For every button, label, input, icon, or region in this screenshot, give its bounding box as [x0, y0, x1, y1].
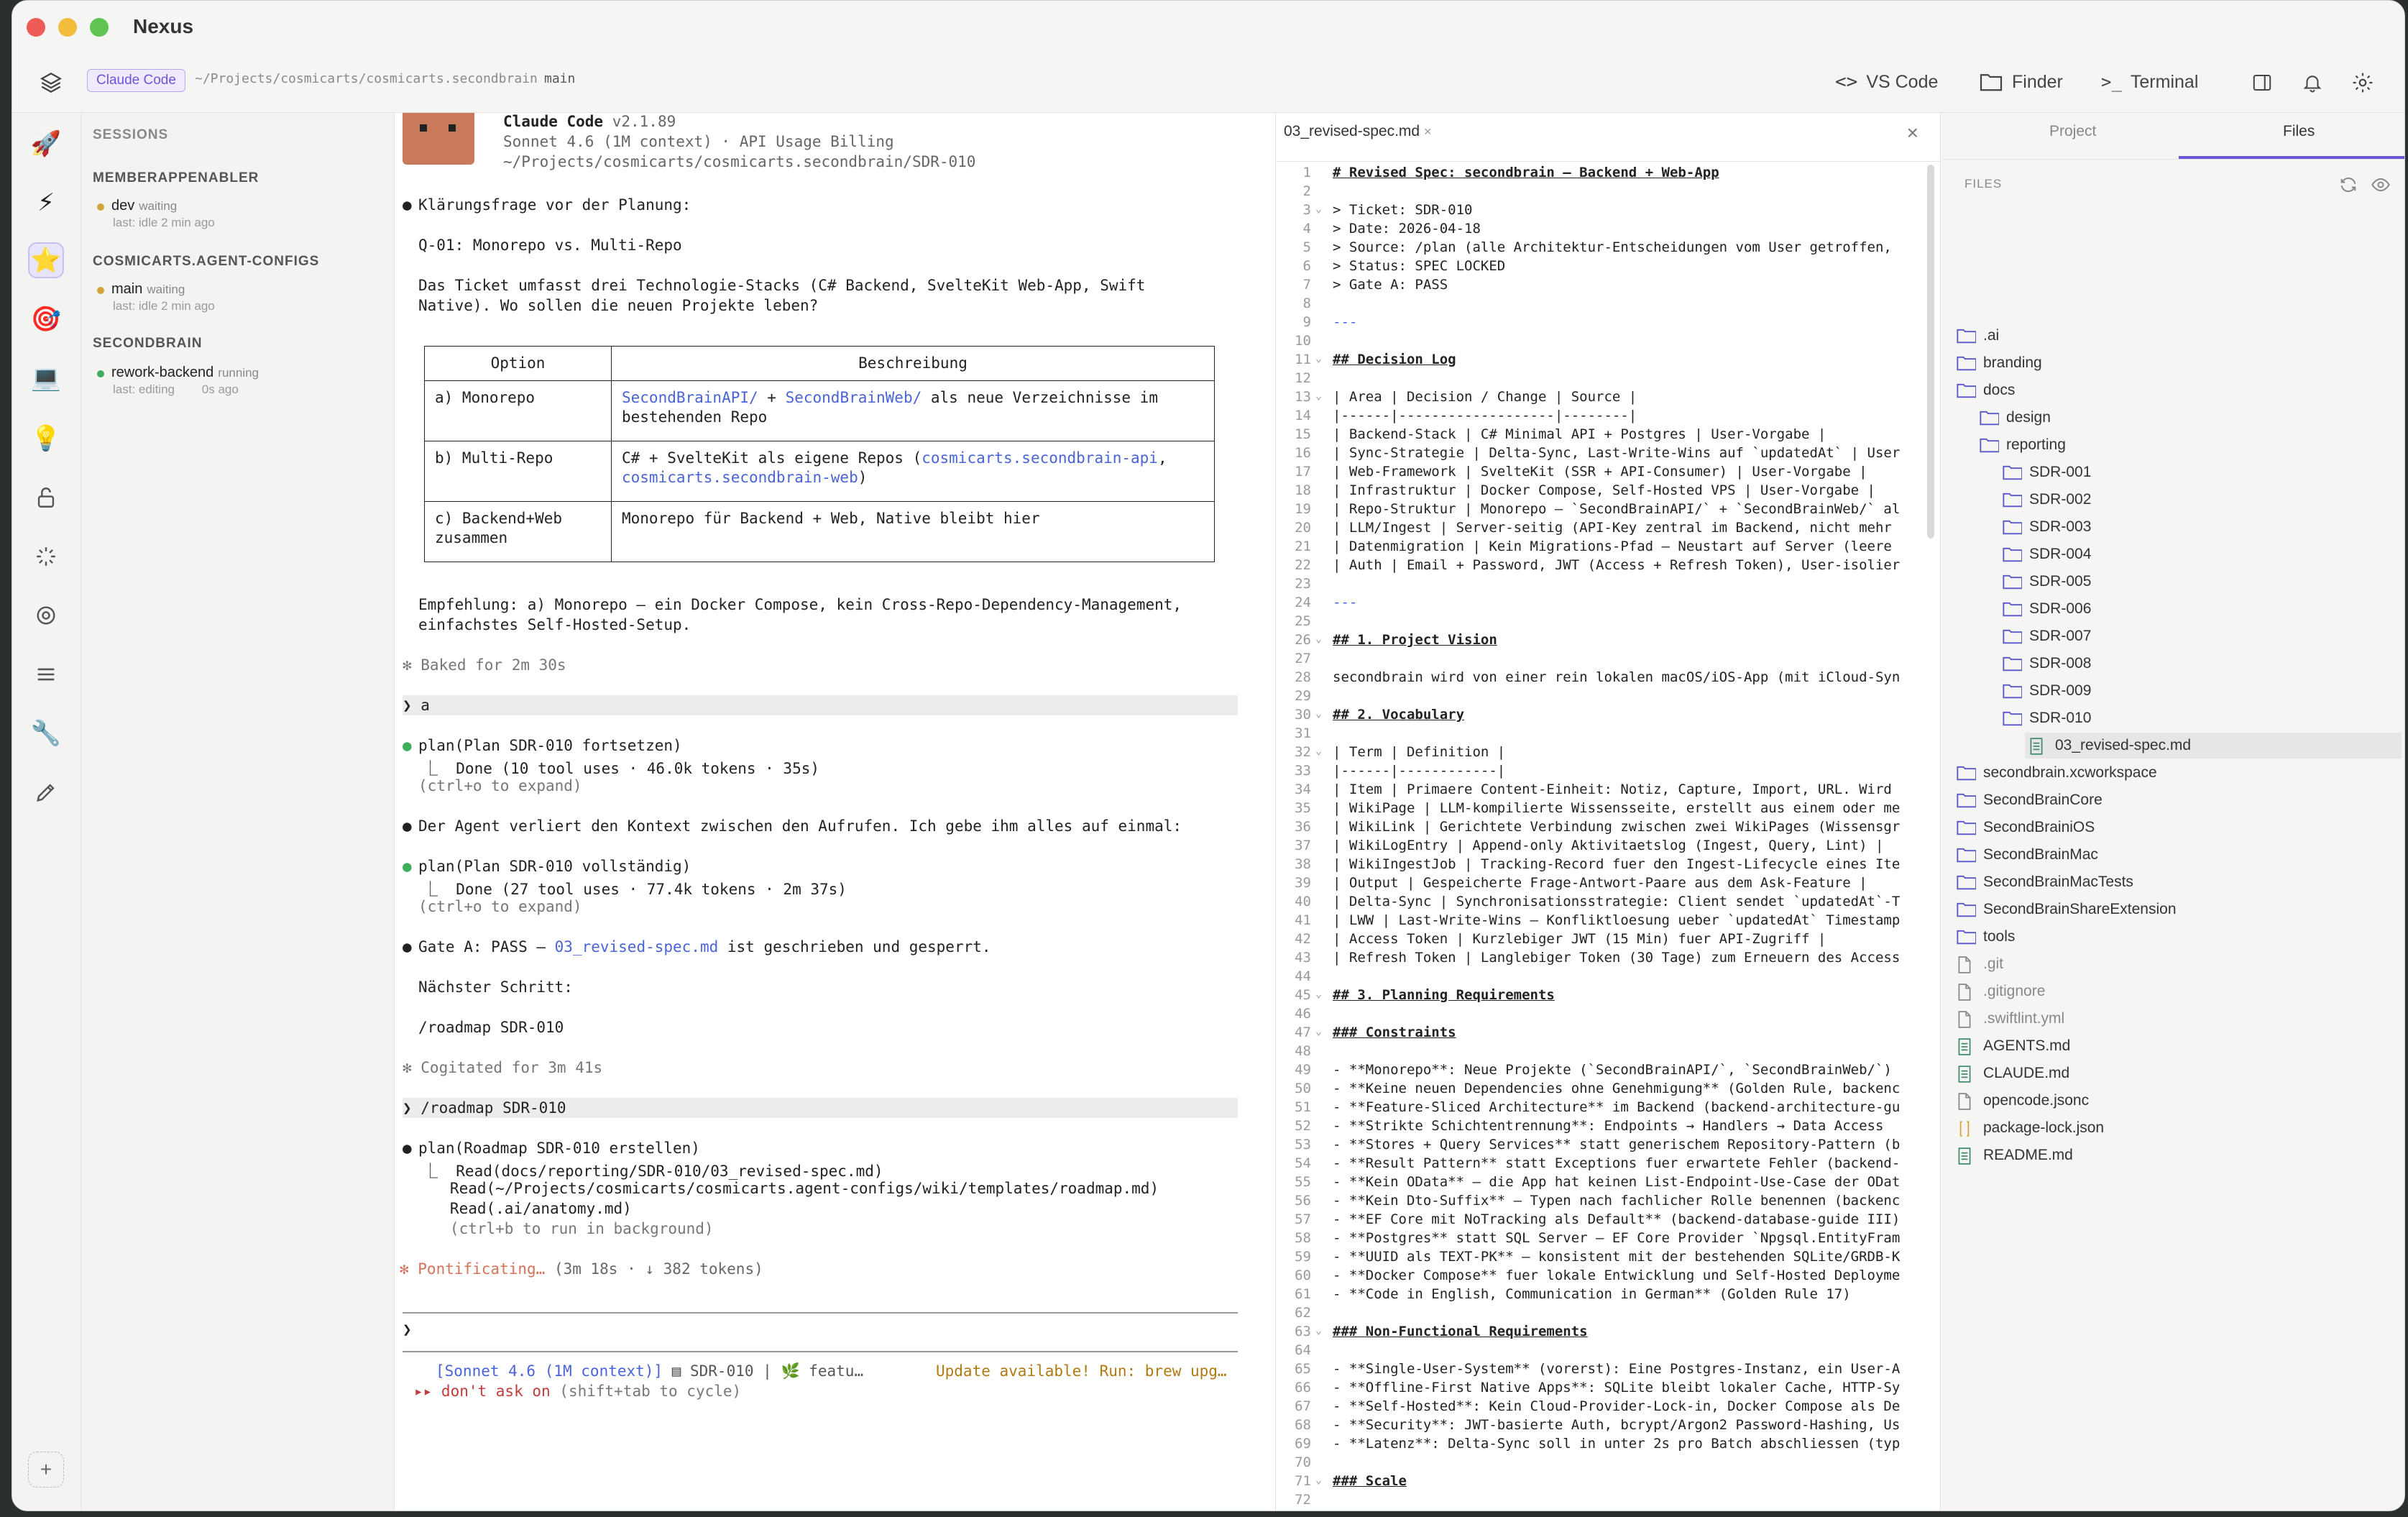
session-item[interactable]: dev waiting last: idle 2 min ago — [97, 198, 215, 230]
folder-icon — [1956, 792, 1976, 809]
editor-line: 25 — [1295, 613, 1311, 629]
lightbulb-icon[interactable]: 💡 — [30, 425, 62, 452]
editor-line: 72 — [1295, 1492, 1311, 1508]
title-bar — [12, 1, 2404, 55]
editor-line: 35 | WikiPage | LLM-kompilierte Wissensseite, erstellt aus einem oder me — [1295, 800, 1901, 816]
editor-line: 8 — [1302, 295, 1311, 311]
folder-icon — [2002, 518, 2022, 536]
editor-line: 59 - **UUID als TEXT-PK** — konsistent mit der bestehenden SQLite/GRDB-K — [1295, 1249, 1901, 1265]
editor-line: 1 # Revised Spec: secondbrain — Backend + Web-App — [1302, 165, 1719, 180]
folder-icon — [1956, 382, 1976, 399]
open-vscode-button[interactable]: <> VS Code — [1835, 68, 1938, 96]
folder-icon — [1956, 846, 1976, 863]
fold-chevron-icon[interactable]: ⌄ — [1315, 1324, 1323, 1337]
editor-line: 47 ⌄ ### Constraints — [1295, 1025, 1456, 1040]
editor-line: 12 — [1295, 370, 1311, 386]
editor-line: 69 - **Latenz**: Delta-Sync soll in unter 2s pro Batch abschliessen (typ — [1295, 1436, 1901, 1452]
session-item[interactable]: main waiting last: idle 2 min ago — [97, 281, 215, 313]
file-item[interactable]: .swiftlint.yml — [1956, 1006, 2064, 1032]
editor-line: 60 - **Docker Compose** fuer lokale Entwicklung und Self-Hosted Deployme — [1295, 1268, 1901, 1283]
status-line: [Sonnet 4.6 (1M context)] ▤ SDR-010 | 🌿 featu… — [436, 1362, 864, 1380]
editor-line: 46 — [1295, 1006, 1311, 1022]
fold-chevron-icon[interactable]: ⌄ — [1315, 389, 1323, 402]
editor-line: 4 > Date: 2026-04-18 — [1302, 221, 1481, 237]
editor-line: 40 | Delta-Sync | Synchronisationsstrategie: Client sendet `updatedAt`-T — [1295, 894, 1901, 909]
app-rail — [12, 113, 81, 1511]
markdown-file-icon — [2028, 737, 2048, 754]
folder-icon — [2002, 573, 2022, 590]
editor-line: 58 - **Postgres** statt SQL Server — EF Core Provider `Npgsql.EntityFram — [1295, 1230, 1901, 1246]
folder-icon — [1956, 354, 1976, 372]
git-branch: main — [544, 71, 576, 86]
editor-line: 56 - **Kein Dto-Suffix** — Typen nach fachlicher Rolle benennen (backenc — [1295, 1193, 1901, 1209]
file-item[interactable]: CLAUDE.md — [1956, 1060, 2069, 1086]
folder-icon — [2002, 655, 2022, 672]
folder-item[interactable]: SecondBrainCore — [1956, 787, 2103, 813]
editor-line: 14 |------|-------------------|--------| — [1295, 408, 1637, 423]
folder-item[interactable]: SDR-010 — [2002, 705, 2091, 731]
open-terminal-button[interactable]: >_ Terminal — [2101, 68, 2198, 96]
rocket-icon[interactable]: 🚀 — [30, 130, 62, 157]
folder-icon — [1956, 874, 1976, 891]
laptop-icon[interactable]: 💻 — [30, 365, 62, 392]
add-session-button[interactable]: + — [28, 1452, 64, 1488]
editor-line: 33 |------|------------| — [1295, 763, 1506, 779]
editor-line: 37 | WikiLogEntry | Append-only Aktivitaetslog (Ingest, Query, Lint) | — [1295, 838, 1884, 853]
editor-line: 7 > Gate A: PASS — [1302, 277, 1448, 293]
editor-line: 22 | Auth | Email + Password, JWT (Access + Refresh Token), User-isolier — [1295, 557, 1901, 573]
folder-item[interactable]: SDR-005 — [2002, 569, 2091, 595]
editor-line: 65 - **Single-User-System** (vorerst): Eine Postgres-Instanz, ein User-A — [1295, 1361, 1901, 1377]
gear-icon[interactable] — [2348, 68, 2377, 97]
file-item[interactable]: .gitignore — [1956, 979, 2045, 1004]
folder-icon — [2002, 546, 2022, 563]
editor-line: 71 ⌄ ### Scale — [1295, 1473, 1407, 1489]
zoom-window-button[interactable] — [90, 18, 109, 37]
editor-line: 67 - **Self-Hosted**: Kein Cloud-Provider-Lock-in, Docker Compose als De — [1295, 1398, 1901, 1414]
spec-link[interactable]: 03_revised-spec.md — [554, 938, 719, 955]
spinner-icon[interactable] — [28, 538, 64, 574]
markdown-file-icon — [1956, 1065, 1976, 1082]
files-header: FILES — [1964, 177, 2003, 191]
target-icon[interactable]: 🎯 — [30, 306, 62, 333]
fold-chevron-icon[interactable]: ⌄ — [1315, 202, 1323, 215]
folder-icon — [2002, 628, 2022, 645]
editor-line: 44 — [1295, 968, 1311, 984]
editor-line: 19 | Repo-Struktur | Monorepo — `SecondBrainAPI/` + `SecondBrainWeb/` al — [1295, 501, 1901, 517]
json-file-icon — [1956, 1119, 1976, 1137]
folder-item[interactable]: SDR-009 — [2002, 678, 2091, 704]
layers-icon[interactable] — [37, 68, 65, 97]
files-panel — [1941, 113, 2405, 1511]
editor-line: 51 - **Feature-Sliced Architecture** im Backend (backend-architecture-gu — [1295, 1099, 1901, 1115]
group-memberappenabler: MEMBERAPPENABLER — [93, 170, 259, 185]
folder-icon — [2002, 710, 2022, 727]
editor-pane — [1277, 113, 1941, 1511]
editor-line: 6 > Status: SPEC LOCKED — [1302, 258, 1506, 274]
folder-item[interactable]: SDR-003 — [2002, 514, 2091, 540]
app-title: Nexus — [133, 15, 194, 37]
lock-icon[interactable] — [28, 480, 64, 515]
menu-icon[interactable] — [28, 656, 64, 692]
split-view-icon[interactable] — [2248, 68, 2276, 97]
folder-icon — [2002, 600, 2022, 618]
editor-line: 24 --- — [1295, 595, 1358, 610]
file-icon — [1956, 955, 1976, 973]
folder-item[interactable]: SDR-002 — [2002, 487, 2091, 513]
folder-item[interactable]: SecondBrainShareExtension — [1956, 897, 2177, 922]
bell-icon[interactable] — [2298, 68, 2327, 97]
terminal-pane[interactable]: Claude Code v2.1.89 Sonnet 4.6 (1M context) · API Usage Billing ~/Projects/cosmicarts/cosmicarts.secondbrain/SDR-010 ● Klärungsfrage vor der Planung: Q-01: Monorepo vs. Multi-Repo Das Ticket umfasst drei Technologie-Stacks (C# Backend, SvelteKit Web-App, Swift Native). Wo sollen die neuen Projekte leben? Option Beschreibung a) Monorepo SecondBrainAPI/ + SecondBrainWeb/ als neue Verzeichnisse im bestehenden Repo b) Multi-Repo C# + SvelteKit als eigene Repos (cosmicarts.secondbrain-api, cosmicarts.secondbrain-web) c) Backend+Web zusammen Monorepo für Backend + Web, Native bleibt hier Empfehlung: a) Monorepo — ein Docker Compose, kein Cross-Repo-Dependency-Management, einfachstes Self-Hosted-Setup. ✻ Baked for 2m 30s ❯ a ● plan(Plan SDR-010 fortsetzen) ⎿ Done (10 tool uses · 46.0k tokens · 35s) (ctrl+o to expand) ● Der Agent verliert den Kontext zwischen den Aufrufen. Ich gebe ihm alles auf einmal: ● plan(Plan SDR-010 vollständig) ⎿ Done (27 tool uses · 77.4k tokens · 2m 37s) (ctrl+o to expand) ● Gate A: PASS — 03_revised-spec.md ist geschrieben und gesperrt. Nächster Schritt: /roadmap SDR-010 ✻ Cogitated for 3m 41s ❯ /roadmap SDR-010 ● plan(Roadmap SDR-010 erstellen) ⎿ Read(docs/reporting/SDR-010/03_revised-spec.md) Read(~/Projects/cosmicarts/cosmicarts.agent-configs/wiki/templates/roadmap.md) Read(.ai/anatomy.md) (ctrl+b to run in background) ✻ Pontificating… (3m 18s · ↓ 382 tokens) ❯ [Sonnet 4.6 (1M context)] ▤ SDR-010 | 🌿 featu… Update available! Run: brew upg… ▸▸ don't ask on (shift+tab to cycle) — [395, 113, 1276, 1511]
lightning-icon[interactable]: ⚡ — [37, 189, 55, 216]
editor-line: 32 ⌄ | Term | Definition | — [1295, 744, 1506, 760]
file-icon — [1956, 1010, 1976, 1027]
editor-line: 15 | Backend-Stack | C# Minimal API + Postgres | User-Vorgabe | — [1295, 426, 1826, 442]
project-path: ~/Projects/cosmicarts/cosmicarts.secondbrain — [195, 71, 538, 86]
editor-line: 13 ⌄ | Area | Decision / Change | Source | — [1295, 389, 1637, 405]
markdown-file-icon — [1956, 1147, 1976, 1164]
folder-item[interactable]: SecondBrainiOS — [1956, 815, 2095, 840]
editor-scrollbar[interactable] — [1927, 165, 1934, 538]
folder-item[interactable]: .ai — [1956, 323, 1999, 349]
folder-item[interactable]: secondbrain.xcworkspace — [1956, 760, 2157, 786]
editor-line: 57 - **EF Core mit NoTracking als Default** (backend-database-guide III) — [1295, 1211, 1901, 1227]
editor-line: 45 ⌄ ## 3. Planning Requirements — [1295, 987, 1555, 1003]
agent-tag: Claude Code — [87, 69, 185, 92]
editor-line: 38 | WikiIngestJob | Tracking-Record fuer den Ingest-Lifecycle eines Ite — [1295, 856, 1901, 872]
editor-line: 50 - **Keine neuen Dependencies ohne Genehmigung** (Golden Rule, backenc — [1295, 1081, 1901, 1096]
eye-icon[interactable] — [2370, 175, 2391, 198]
folder-item[interactable]: SDR-006 — [2002, 596, 2091, 622]
folder-icon — [1979, 436, 1999, 454]
folder-item[interactable]: SecondBrainMac — [1956, 842, 2098, 868]
folder-icon — [1956, 901, 1976, 918]
editor-line: 30 ⌄ ## 2. Vocabulary — [1295, 707, 1465, 723]
folder-icon — [1956, 764, 1976, 782]
editor-line: 64 — [1295, 1342, 1311, 1358]
folder-item[interactable]: SDR-004 — [2002, 541, 2091, 567]
folder-item[interactable]: SecondBrainMacTests — [1956, 869, 2133, 895]
editor-line: 41 | LWW | Last-Write-Wins — Konfliktloesung ueber `updatedAt` Timestamp — [1295, 912, 1901, 928]
folder-item[interactable]: reporting — [1979, 432, 2066, 458]
editor-line: 23 — [1295, 576, 1311, 592]
code-icon: <> — [1835, 71, 1858, 93]
folder-item[interactable]: branding — [1956, 350, 2042, 376]
folder-item[interactable]: SDR-001 — [2002, 459, 2091, 485]
settings-icon[interactable] — [28, 597, 64, 633]
editor-line: 48 — [1295, 1043, 1311, 1059]
folder-icon — [1979, 409, 1999, 426]
editor-line: 20 | LLM/Ingest | Server-seitig (API-Key zentral im Backend, nicht mehr — [1295, 520, 1892, 536]
close-tab-icon[interactable]: × — [1423, 124, 1432, 139]
editor-line: 27 — [1295, 651, 1311, 666]
editor-line: 43 | Refresh Token | Langlebiger Token (30 Tage) zum Erneuern des Access — [1295, 950, 1901, 966]
editor-line: 11 ⌄ ## Decision Log — [1295, 352, 1456, 367]
editor-line: 63 ⌄ ### Non-Functional Requirements — [1295, 1324, 1588, 1339]
fold-chevron-icon[interactable]: ⌄ — [1315, 1473, 1323, 1486]
editor-line: 42 | Access Token | Kurzlebiger JWT (15 Min) fuer API-Zugriff | — [1295, 931, 1826, 947]
group-secondbrain: SECONDBRAIN — [93, 336, 203, 351]
editor-line: 10 — [1295, 333, 1311, 349]
file-item[interactable]: opencode.jsonc — [1956, 1088, 2089, 1114]
prompt-input[interactable]: ❯ — [403, 1321, 412, 1338]
wrench-icon[interactable]: 🔧 — [30, 720, 62, 747]
close-window-button[interactable] — [27, 18, 45, 37]
folder-icon — [2002, 491, 2022, 508]
folder-icon — [1979, 72, 2003, 92]
star-icon[interactable]: ⭐ — [28, 242, 64, 278]
editor-line: 53 - **Stores + Query Services** statt generischem Repository-Pattern (b — [1295, 1137, 1901, 1152]
fold-chevron-icon[interactable]: ⌄ — [1315, 707, 1323, 720]
claude-mascot-icon — [403, 113, 474, 165]
close-editor-icon[interactable]: × — [1906, 122, 1918, 144]
editor-line: 31 — [1295, 725, 1311, 741]
editor-line: 21 | Datenmigration | Kein Migrations-Pfad — Neustart auf Server (leere — [1295, 538, 1892, 554]
open-finder-button[interactable]: Finder — [1979, 68, 2063, 96]
editor-line: 66 - **Offline-First Native Apps**: SQLite bleibt lokaler Cache, HTTP-Sy — [1295, 1380, 1901, 1395]
editor-line: 28 secondbrain wird von einer rein lokalen macOS/iOS-App (mit iCloud-Syn — [1295, 669, 1901, 685]
folder-item[interactable]: design — [1979, 405, 2051, 431]
fold-chevron-icon[interactable]: ⌄ — [1315, 352, 1323, 365]
app-window — [12, 0, 2405, 1511]
tab-files[interactable]: Files — [2283, 123, 2315, 139]
markdown-file-icon — [1956, 1037, 1976, 1055]
editor-line: 70 — [1295, 1454, 1311, 1470]
fold-chevron-icon[interactable]: ⌄ — [1315, 1025, 1323, 1037]
editor-line: 34 | Item | Primaere Content-Einheit: Notiz, Capture, Import, URL. Wird — [1295, 782, 1892, 797]
folder-item[interactable]: SDR-007 — [2002, 623, 2091, 649]
editor-line: 36 | WikiLink | Gerichtete Verbindung zwischen zwei WikiPages (Wissensgr — [1295, 819, 1901, 835]
fold-chevron-icon[interactable]: ⌄ — [1315, 744, 1323, 757]
file-icon — [1956, 983, 1976, 1000]
editor-line: 55 - **Kein OData** — die App hat keinen List-Endpoint-Use-Case der ODat — [1295, 1174, 1901, 1190]
tab-03-revised-spec[interactable]: 03_revised-spec.md × — [1284, 123, 1432, 139]
terminal-icon: >_ — [2101, 72, 2122, 92]
folder-icon — [2002, 682, 2022, 700]
status-dot — [97, 203, 104, 211]
sessions-header: SESSIONS — [93, 127, 169, 142]
folder-icon — [1956, 819, 1976, 836]
status-dot — [97, 370, 104, 377]
refresh-icon[interactable] — [2338, 175, 2358, 198]
editor-line: 9 --- — [1302, 314, 1358, 330]
editor-line: 26 ⌄ ## 1. Project Vision — [1295, 632, 1497, 648]
editor-line: 49 - **Monorepo**: Neue Projekte (`SecondBrainAPI/`, `SecondBrainWeb/`) — [1295, 1062, 1892, 1078]
editor-line: 2 — [1302, 183, 1311, 199]
folder-icon — [1956, 928, 1976, 945]
editor-line: 52 - **Strikte Schichtentrennung**: Endpoints → Handlers → Data Access — [1295, 1118, 1884, 1134]
editor-line: 68 - **Security**: JWT-basierte Auth, bcrypt/Argon2 Password-Hashing, Us — [1295, 1417, 1901, 1433]
editor-line: 16 | Sync-Strategie | Delta-Sync, Last-Write-Wins auf `updatedAt` | User — [1295, 445, 1901, 461]
pen-icon[interactable] — [28, 774, 64, 810]
file-item[interactable]: 03_revised-spec.md — [2025, 733, 2402, 758]
folder-item[interactable]: tools — [1956, 924, 2015, 950]
editor-line: 5 > Source: /plan (alle Architektur-Entscheidungen vom User getroffen, — [1302, 239, 1892, 255]
tab-project[interactable]: Project — [2049, 123, 2097, 139]
file-item[interactable]: package-lock.json — [1956, 1115, 2104, 1141]
editor-line: 18 | Infrastruktur | Docker Compose, Self-Hosted VPS | User-Vorgabe | — [1295, 482, 1875, 498]
editor-line: 17 | Web-Framework | SvelteKit (SSR + API-Consumer) | User-Vorgabe | — [1295, 464, 1867, 480]
editor-line: 39 | Output | Gespeicherte Frage-Antwort-Paare aus dem Ask-Feature | — [1295, 875, 1867, 891]
folder-icon — [2002, 464, 2022, 481]
folder-item[interactable]: docs — [1956, 377, 2015, 403]
file-item[interactable]: AGENTS.md — [1956, 1033, 2070, 1059]
sessions-sidebar — [81, 113, 395, 1511]
options-table: Option Beschreibung a) Monorepo SecondBrainAPI/ + SecondBrainWeb/ als neue Verzeichnisse im bestehenden Repo b) Multi-Repo C# + SvelteKit als eigene Repos (cosmicarts.secondbrain-api, cosmicarts.secondbrain-web) c) Backend+Web zusammen Monorepo für Backend + Web, Native bleibt hier — [424, 346, 1215, 562]
folder-item[interactable]: SDR-008 — [2002, 651, 2091, 677]
fold-chevron-icon[interactable]: ⌄ — [1315, 987, 1323, 1000]
editor-line: 3 ⌄ > Ticket: SDR-010 — [1302, 202, 1473, 218]
file-item[interactable]: README.md — [1956, 1142, 2073, 1168]
editor-line: 54 - **Result Pattern** statt Exceptions fuer erwartete Fehler (backend- — [1295, 1155, 1901, 1171]
file-icon — [1956, 1092, 1976, 1109]
folder-icon — [1956, 327, 1976, 344]
minimize-window-button[interactable] — [58, 18, 77, 37]
group-agent-configs: COSMICARTS.AGENT-CONFIGS — [93, 254, 320, 269]
editor-line: 62 — [1295, 1305, 1311, 1321]
session-item[interactable]: rework-backend running last: editing 0s ago — [97, 365, 259, 397]
editor-line: 61 - **Code in English, Communication in German** (Golden Rule 17) — [1295, 1286, 1851, 1302]
fold-chevron-icon[interactable]: ⌄ — [1315, 632, 1323, 645]
editor-line: 29 — [1295, 688, 1311, 704]
toolbar — [12, 55, 2404, 113]
file-item[interactable]: .git — [1956, 951, 2003, 977]
status-dot — [97, 287, 104, 294]
